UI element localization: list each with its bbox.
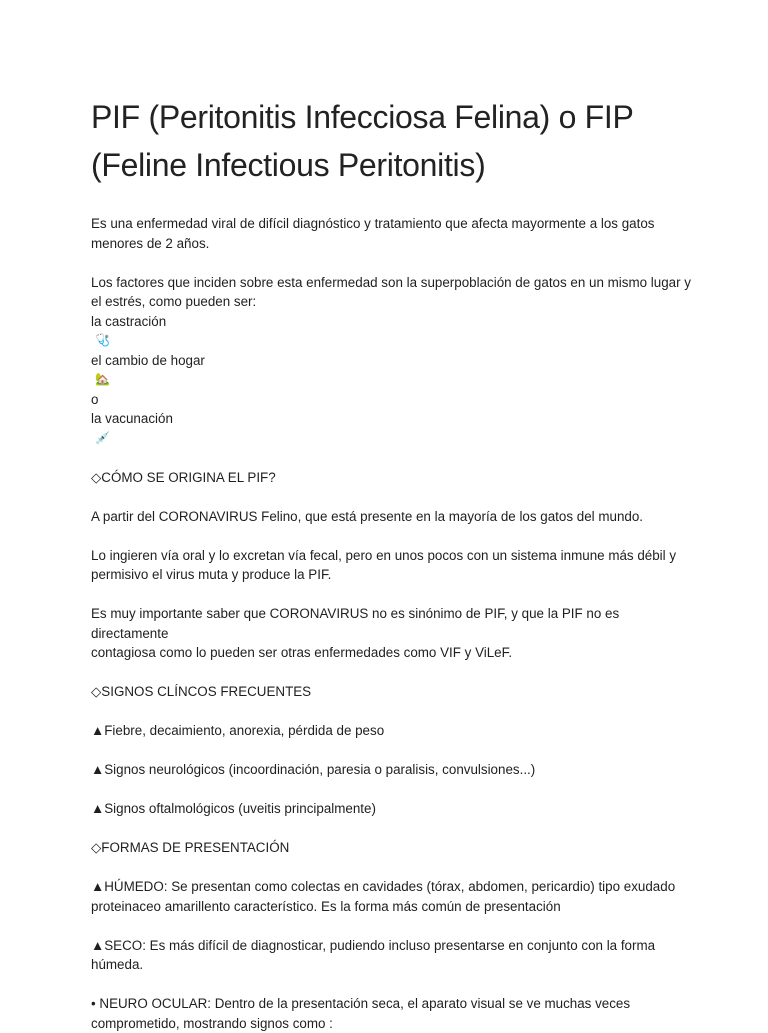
text-line: húmeda.: [91, 955, 691, 975]
form-dry-paragraph: [91, 936, 691, 975]
text-line: ▲Signos neurológicos (incoordinación, paresia o paralisis, convulsiones...): [91, 760, 691, 780]
text-line: el estrés, como pueden ser:: [91, 292, 691, 312]
syringe-icon: 💉: [95, 429, 691, 449]
heading-text: ◇CÓMO SE ORIGINA EL PIF?: [91, 468, 691, 488]
sign-item: [91, 799, 691, 819]
text-line: ▲Signos oftalmológicos (uveitis principalmente): [91, 799, 691, 819]
heading-text: ◇SIGNOS CLÍNCOS FRECUENTES: [91, 682, 691, 702]
intro-paragraph: [91, 214, 691, 253]
form-wet-paragraph: [91, 877, 691, 916]
origin-paragraph-3: [91, 604, 691, 663]
document-page: [91, 93, 691, 1033]
sign-item: [91, 760, 691, 780]
heading-text: ◇FORMAS DE PRESENTACIÓN: [91, 838, 691, 858]
factors-paragraph: [91, 273, 691, 449]
text-line: permisivo el virus muta y produce la PIF.: [91, 565, 691, 585]
factor-item: [91, 312, 691, 351]
factor-item-suffix: o: [91, 390, 691, 410]
title-line: (Feline Infectious Peritonitis): [91, 141, 691, 189]
text-line: menores de 2 años.: [91, 234, 691, 254]
section-heading-signs: [91, 682, 691, 702]
text-line: • NEURO OCULAR: Dentro de la presentación seca, el aparato visual se ve muchas veces: [91, 994, 691, 1014]
text-line: ▲SECO: Es más difícil de diagnosticar, pudiendo incluso presentarse en conjunto con la forma: [91, 936, 691, 956]
sign-item: [91, 721, 691, 741]
origin-paragraph-1: [91, 507, 691, 527]
form-neuro-paragraph: [91, 994, 691, 1033]
title-line: PIF (Peritonitis Infecciosa Felina) o FIP: [91, 93, 691, 141]
text-line: proteinaceo amarillento característico. Es la forma más común de presentación: [91, 897, 691, 917]
house-icon: 🏡: [95, 370, 691, 390]
section-heading-forms: [91, 838, 691, 858]
text-line: A partir del CORONAVIRUS Felino, que está presente en la mayoría de los gatos del mundo.: [91, 507, 691, 527]
factor-item: [91, 409, 691, 448]
text-line: ▲HÚMEDO: Se presentan como colectas en cavidades (tórax, abdomen, pericardio) tipo exudado: [91, 877, 691, 897]
stethoscope-icon: 🩺: [95, 331, 691, 351]
factor-item-text: la castración: [91, 312, 691, 332]
factor-item-text: la vacunación: [91, 409, 691, 429]
text-line: contagiosa como lo pueden ser otras enfermedades como VIF y ViLeF.: [91, 643, 691, 663]
text-line: Es una enfermedad viral de difícil diagnóstico y tratamiento que afecta mayormente a los gatos: [91, 214, 691, 234]
text-line: Es muy importante saber que CORONAVIRUS no es sinónimo de PIF, y que la PIF no es directamente: [91, 604, 691, 643]
factor-item: [91, 351, 691, 410]
text-line: ▲Fiebre, decaimiento, anorexia, pérdida de peso: [91, 721, 691, 741]
factor-item-text: el cambio de hogar: [91, 351, 691, 371]
origin-paragraph-2: [91, 546, 691, 585]
document-title: [91, 93, 691, 189]
section-heading-origin: [91, 468, 691, 488]
text-line: Lo ingieren vía oral y lo excretan vía fecal, pero en unos pocos con un sistema inmune más débil y: [91, 546, 691, 566]
text-line: Los factores que inciden sobre esta enfermedad son la superpoblación de gatos en un mismo lugar y: [91, 273, 691, 293]
text-line: comprometido, mostrando signos como :: [91, 1014, 691, 1033]
